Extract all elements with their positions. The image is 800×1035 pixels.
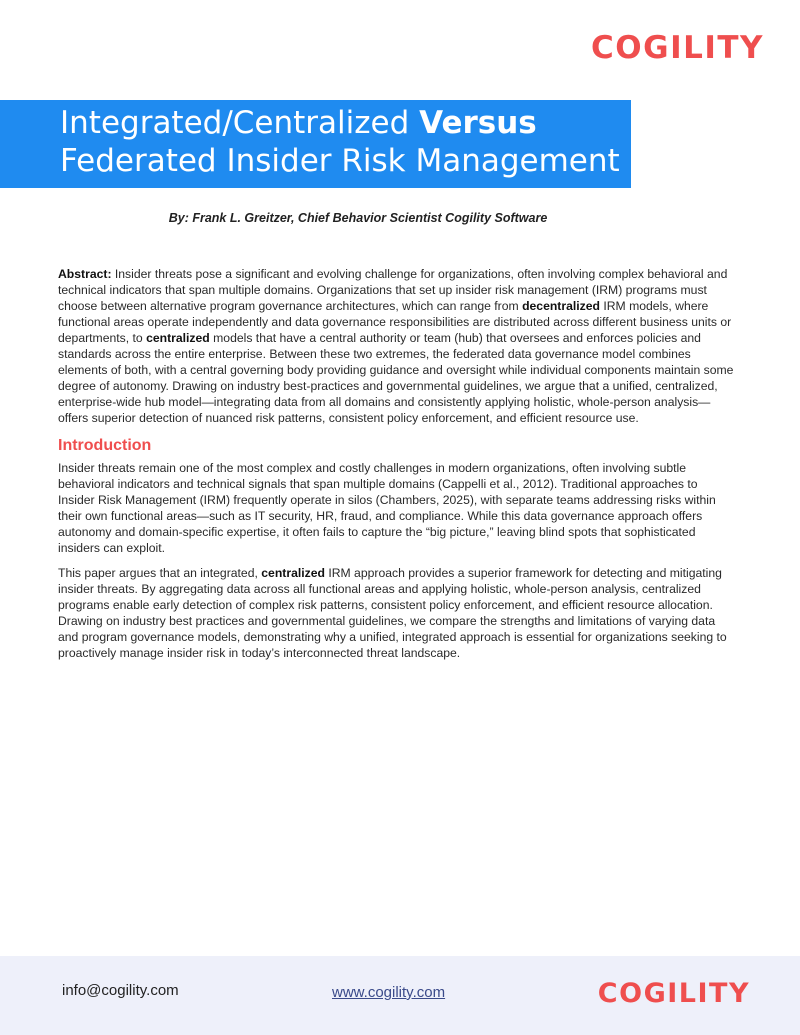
abstract-bold-decentralized: decentralized [522,299,600,313]
intro-p2-bold-centralized: centralized [261,566,325,580]
footer-website-link[interactable]: www.cogility.com [332,984,446,1001]
intro-p2-text-1: This paper argues that an integrated, [58,566,262,580]
abstract-text-1: Insider threats pose a significant and evolving challenge for organizations, often involving complex behavioral and technical indicators that span multiple domains. Organizations that set up insider risk management (IRM) programs must choose between alternative program governance architectures, which can range from [58,267,728,313]
abstract-text-2: IRM models, where functional areas operate independently and data governance responsibilities are distributed across different business units or departments, to [58,299,732,345]
document-body [58,266,736,670]
footer-email: info@cogility.com [62,982,179,999]
cogility-logo-top: COGILITY [591,30,764,66]
title-bold-versus: Versus [419,105,537,141]
author-byline: By: Frank L. Greitzer, Chief Behavior Scientist Cogility Software [168,211,548,225]
page-title-line-1 [60,104,537,142]
title-prefix: Integrated/Centralized [60,105,420,141]
intro-p2-text-2: IRM approach provides a superior framework for detecting and mitigating insider threats. By aggregating data across all functional areas and applying holistic, whole-person analysis, centralized programs enable early detection of complex risk patterns, consistent policy enforcement, and efficient resource allocation. Drawing on industry best practices and governmental guidelines, we compare the strengths and limitations of varying data and program governance models, demonstrating why a unified, integrated approach is essential for organizations seeking to proactively manage insider risk in today’s interconnected threat landscape. [58,566,727,660]
abstract-bold-centralized: centralized [146,331,210,345]
page-footer [0,956,800,1035]
introduction-heading: Introduction [58,437,152,454]
abstract-label: Abstract: [58,267,112,281]
abstract-text-3: models that have a central authority or team (hub) that oversees and enforces policies and standards across the entire enterprise. Between these two extremes, the federated data governance model combines elements of both, with a central governing body providing guidance and oversight while individual components maintain some degree of autonomy. Drawing on industry best-practices and governmental guidelines, we argue that a unified, centralized, enterprise-wide hub model—integrating data from all domains and consistently applying holistic, whole-person analysis—offers superior detection of nuanced risk patterns, consistent policy enforcement, and efficient resource use. [58,331,734,425]
title-banner [0,100,631,188]
page-title-line-2: Federated Insider Risk Management [60,143,620,179]
introduction-paragraph-1: Insider threats remain one of the most complex and costly challenges in modern organizations, often involving subtle behavioral indicators and technical signals that span multiple domains (Cappelli et al., 2012). Traditional approaches to Insider Risk Management (IRM) frequently operate in silos (Chambers, 2025), with separate teams addressing risks within their own functional areas—such as IT security, HR, fraud, and compliance. While this data governance approach offers autonomy and domain-specific expertise, it often fails to capture the “big picture,” leaving blind spots that sophisticated insiders can exploit. [58,461,716,555]
introduction-paragraph-2 [58,565,736,661]
cogility-logo-bottom: COGILITY [597,978,750,1009]
abstract-paragraph [58,266,736,426]
